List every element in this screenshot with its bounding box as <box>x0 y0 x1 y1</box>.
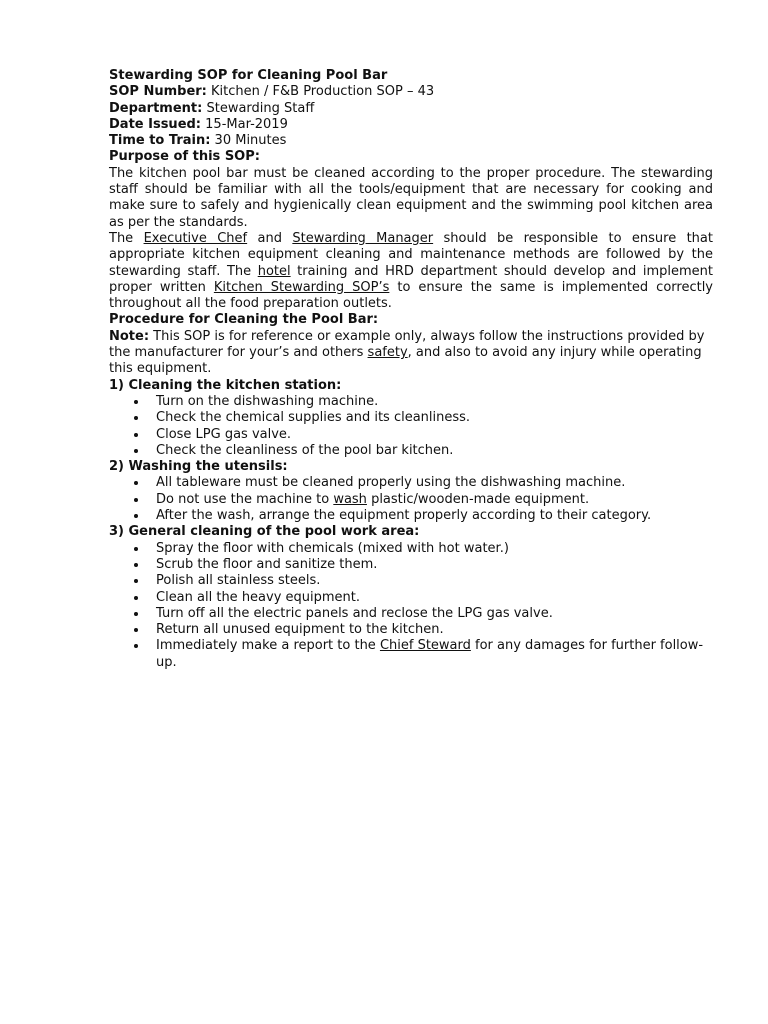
link-chief-steward[interactable]: Chief Steward <box>379 638 471 654</box>
list-item <box>156 492 713 508</box>
list-item: Return all unused equipment to the kitchen. <box>156 622 713 638</box>
text: to ensure the same is implemented correctly throughout all the food preparation outlets. <box>109 279 713 312</box>
link-hotel[interactable]: hotel <box>257 263 291 279</box>
text: should be responsible to ensure that appropriate kitchen equipment cleaning and maintenance methods are followed by the stewarding staff. The <box>109 230 713 279</box>
meta-label: Time to Train: <box>109 133 211 149</box>
document-page <box>109 68 713 671</box>
link-kitchen-stewarding-sops[interactable]: Kitchen Stewarding SOP’s <box>213 279 390 295</box>
section-2-heading: 2) Washing the utensils: <box>109 459 288 475</box>
section-3-heading: 3) General cleaning of the pool work area: <box>109 524 420 540</box>
section-1-list <box>109 394 713 459</box>
list-item: Clean all the heavy equipment. <box>156 590 713 606</box>
procedure-heading: Procedure for Cleaning the Pool Bar: <box>109 312 379 328</box>
text: , and also to avoid any injury while operating this equipment. <box>109 345 702 377</box>
purpose-paragraph-1: The kitchen pool bar must be cleaned according to the proper procedure. The stewarding staff should be familiar with all the tools/equipment that are necessary for cooking and make sure to safely and hygienically clean equipment and the swimming pool kitchen area as per the standards. <box>109 165 713 230</box>
link-stewarding-manager[interactable]: Stewarding Manager <box>292 230 434 246</box>
text: plastic/wooden-made equipment. <box>366 491 590 507</box>
text: training and HRD department should develop and implement proper written <box>109 263 713 295</box>
purpose-paragraph-2 <box>109 231 713 312</box>
text: and <box>247 230 293 246</box>
list-item: Turn on the dishwashing machine. <box>156 394 713 410</box>
meta-time-to-train <box>109 133 713 149</box>
text: for any damages for further follow-up. <box>156 638 704 670</box>
meta-label: SOP Number: <box>109 84 207 100</box>
list-item: After the wash, arrange the equipment properly according to their category. <box>156 508 713 524</box>
section-3-list <box>109 541 713 671</box>
text: This SOP is for reference or example only, always follow the instructions provided by the manufacturer for your’s and others <box>109 328 705 361</box>
meta-value: Stewarding Staff <box>202 100 315 116</box>
list-item: Polish all stainless steels. <box>156 573 713 589</box>
list-item: Close LPG gas valve. <box>156 427 713 443</box>
procedure-note <box>109 329 713 378</box>
list-item: Spray the floor with chemicals (mixed with hot water.) <box>156 541 713 557</box>
note-label: Note: <box>109 328 150 344</box>
meta-value: Kitchen / F&B Production SOP – 43 <box>206 84 435 100</box>
meta-label: Department: <box>109 100 203 116</box>
text: Do not use the machine to <box>156 491 334 507</box>
text: Immediately make a report to the <box>156 638 380 654</box>
meta-value: 30 Minutes <box>210 133 287 149</box>
meta-label: Date Issued: <box>109 116 202 132</box>
text: The <box>109 230 144 246</box>
list-item: All tableware must be cleaned properly using the dishwashing machine. <box>156 475 713 491</box>
list-item: Check the cleanliness of the pool bar kitchen. <box>156 443 713 459</box>
list-item: Turn off all the electric panels and reclose the LPG gas valve. <box>156 606 713 622</box>
meta-department <box>109 101 713 117</box>
list-item: Scrub the floor and sanitize them. <box>156 557 713 573</box>
link-safety[interactable]: safety <box>367 345 408 361</box>
meta-sop-number <box>109 84 713 100</box>
link-executive-chef[interactable]: Executive Chef <box>143 230 248 246</box>
list-item: Check the chemical supplies and its cleanliness. <box>156 410 713 426</box>
meta-value: 15-Mar-2019 <box>201 116 288 132</box>
list-item <box>156 638 713 671</box>
document-title: Stewarding SOP for Cleaning Pool Bar <box>109 68 388 83</box>
meta-date-issued <box>109 117 713 133</box>
section-2-list <box>109 475 713 524</box>
purpose-heading: Purpose of this SOP: <box>109 149 260 165</box>
section-1-heading: 1) Cleaning the kitchen station: <box>109 377 342 393</box>
link-wash[interactable]: wash <box>333 491 367 507</box>
